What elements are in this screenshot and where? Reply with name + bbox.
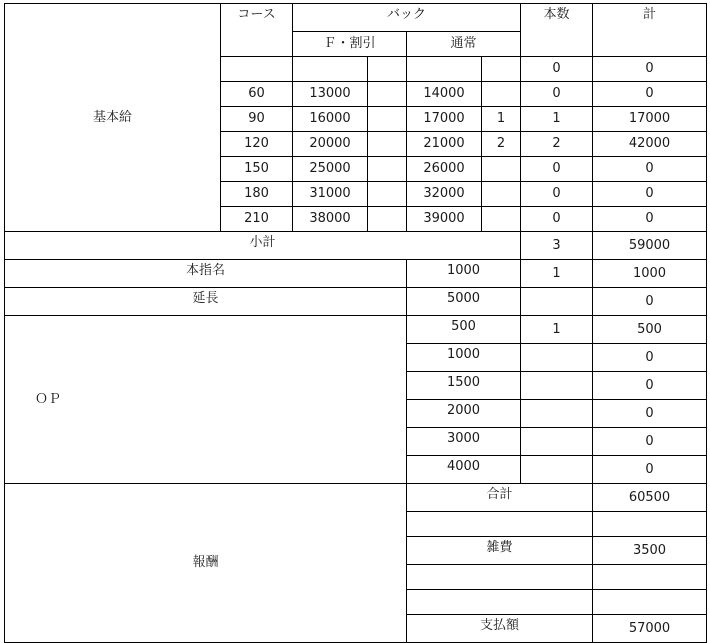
expenses-label: 雑費 [407,537,593,565]
course-cell: 150 [221,157,293,182]
op-total: 500 [593,316,707,344]
pay-table [4,3,707,643]
normal-count-cell [482,157,521,182]
base-pay-label: 基本給 [5,4,221,232]
normal-price-cell: 17000 [407,107,482,132]
extension-row [5,288,707,316]
op-price: 1500 [407,372,521,400]
extension-count [521,288,593,316]
total-cell: 0 [593,207,707,232]
blank-cell [593,565,707,590]
extension-total: 0 [593,288,707,316]
nomination-count: 1 [521,260,593,288]
normal-count-cell [482,207,521,232]
f-price-cell [293,57,368,82]
total-cell: 17000 [593,107,707,132]
op-count [521,344,593,372]
nomination-price: 1000 [407,260,521,288]
op-row [5,316,707,344]
op-price: 3000 [407,428,521,456]
count-cell: 0 [521,57,593,82]
op-count [521,428,593,456]
normal-count-cell [482,57,521,82]
normal-price-cell: 26000 [407,157,482,182]
normal-price-cell: 39000 [407,207,482,232]
f-price-cell: 38000 [293,207,368,232]
count-cell: 0 [521,182,593,207]
total-cell: 0 [593,157,707,182]
f-count-cell [368,157,407,182]
nomination-label: 本指名 [5,260,407,288]
normal-price-cell [407,57,482,82]
op-total: 0 [593,372,707,400]
f-count-cell [368,57,407,82]
course-cell: 120 [221,132,293,157]
op-price: 500 [407,316,521,344]
count-cell: 2 [521,132,593,157]
course-cell: 210 [221,207,293,232]
count-cell: 0 [521,207,593,232]
subtotal-total: 59000 [593,232,707,260]
blank-cell [407,590,593,615]
count-cell: 0 [521,157,593,182]
nomination-row [5,260,707,288]
normal-count-cell: 2 [482,132,521,157]
nomination-total: 1000 [593,260,707,288]
header-f-discount: Ｆ・割引 [293,32,407,57]
op-total: 0 [593,456,707,484]
normal-price-cell: 32000 [407,182,482,207]
f-count-cell [368,132,407,157]
course-cell: 60 [221,82,293,107]
op-price: 4000 [407,456,521,484]
f-price-cell: 13000 [293,82,368,107]
op-price: 1000 [407,344,521,372]
f-price-cell: 31000 [293,182,368,207]
subtotal-label: 小計 [5,232,521,260]
header-back: バック [293,4,521,32]
count-cell: 0 [521,82,593,107]
total-cell: 42000 [593,132,707,157]
op-total: 0 [593,344,707,372]
blank-cell [593,512,707,537]
f-count-cell [368,207,407,232]
course-cell: 90 [221,107,293,132]
count-cell: 1 [521,107,593,132]
payment-value: 57000 [593,615,707,643]
normal-count-cell [482,182,521,207]
op-price: 2000 [407,400,521,428]
header-count: 本数 [521,4,593,57]
f-count-cell [368,182,407,207]
subtotal-count: 3 [521,232,593,260]
payment-label: 支払額 [407,615,593,643]
total-cell: 0 [593,82,707,107]
op-total: 0 [593,400,707,428]
normal-count-cell: 1 [482,107,521,132]
grand-total-value: 60500 [593,484,707,512]
f-price-cell: 16000 [293,107,368,132]
blank-cell [407,512,593,537]
reward-row [5,484,707,512]
blank-cell [593,590,707,615]
extension-label: 延長 [5,288,407,316]
course-cell: 180 [221,182,293,207]
total-cell: 0 [593,57,707,82]
f-price-cell: 25000 [293,157,368,182]
f-count-cell [368,107,407,132]
grand-total-label: 合計 [407,484,593,512]
normal-count-cell [482,82,521,107]
total-cell: 0 [593,182,707,207]
subtotal-row [5,232,707,260]
header-total: 計 [593,4,707,57]
normal-price-cell: 21000 [407,132,482,157]
op-count [521,372,593,400]
course-cell [221,57,293,82]
header-normal: 通常 [407,32,521,57]
extension-price: 5000 [407,288,521,316]
op-count [521,456,593,484]
header-course: コース [221,4,293,57]
op-count: 1 [521,316,593,344]
op-total: 0 [593,428,707,456]
reward-label: 報酬 [5,484,407,643]
expenses-value: 3500 [593,537,707,565]
blank-cell [407,565,593,590]
op-count [521,400,593,428]
f-count-cell [368,82,407,107]
normal-price-cell: 14000 [407,82,482,107]
f-price-cell: 20000 [293,132,368,157]
op-label: ＯＰ [5,316,407,484]
